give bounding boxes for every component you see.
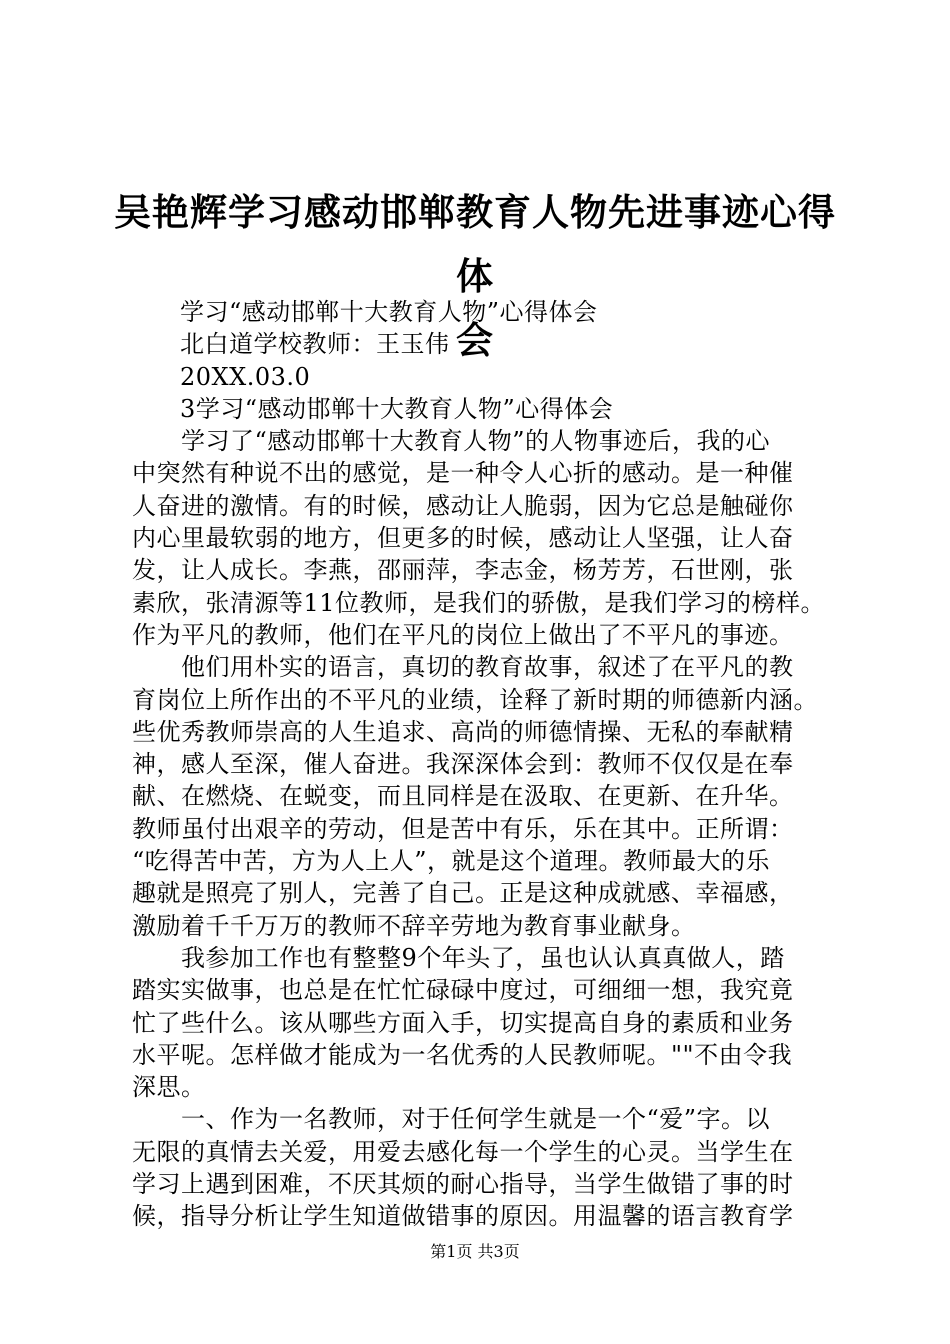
author-line: 北白道学校教师：王玉伟 <box>180 330 450 359</box>
page-footer: 第1页 共3页 <box>430 1242 520 1261</box>
text-line: 中突然有种说不出的感觉，是一种令人心折的感动。是一种催 <box>132 459 794 488</box>
text-line: 教师虽付出艰辛的劳动，但是苦中有乐，乐在其中。正所谓： <box>132 814 794 843</box>
date-line: 20XX.03.0 <box>180 362 311 391</box>
subtitle: 学习“感动邯郸十大教育人物”心得体会 <box>180 298 598 326</box>
text-line: 我参加工作也有整整9个年头了，虽也认认真真做人，踏 <box>132 943 785 972</box>
text-line: 学习了“感动邯郸十大教育人物”的人物事迹后，我的心 <box>132 427 771 456</box>
text-line: 深思。 <box>132 1073 206 1102</box>
text-line: 踏实实做事，也总是在忙忙碌碌中度过，可细细一想，我究竟 <box>132 976 794 1005</box>
text-line: 内心里最软弱的地方，但更多的时候，感动让人坚强，让人奋 <box>132 524 794 553</box>
text-line: 趣就是照亮了别人，完善了自己。正是这种成就感、幸福感， <box>132 879 794 908</box>
text-line: 一、作为一名教师，对于任何学生就是一个“爱”字。以 <box>132 1105 771 1134</box>
title-line-1: 吴艳辉学习感动邯郸教育人物先进事迹心得体 <box>114 190 836 298</box>
text-line: 他们用朴实的语言，真切的教育故事，叙述了在平凡的教 <box>132 653 794 682</box>
section-heading: 3学习“感动邯郸十大教育人物”心得体会 <box>180 394 614 423</box>
text-line: 育岗位上所作出的不平凡的业绩，诠释了新时期的师德新内涵。 <box>132 685 818 714</box>
text-line: “吃得苦中苦，方为人上人”，就是这个道理。教师最大的乐 <box>132 847 771 876</box>
text-line: 激励着千千万万的教师不辞辛劳地为教育事业献身。 <box>132 911 696 940</box>
text-line: 学习上遇到困难，不厌其烦的耐心指导，当学生做错了事的时 <box>132 1170 794 1199</box>
paragraph-lines <box>132 425 832 1232</box>
text-line: 神，感人至深，催人奋进。我深深体会到：教师不仅仅是在奉 <box>132 750 794 779</box>
text-line: 素欣，张清源等11位教师，是我们的骄傲，是我们学习的榜样。 <box>132 588 826 617</box>
text-line: 人奋进的激情。有的时候，感动让人脆弱，因为它总是触碰你 <box>132 491 794 520</box>
text-line: 作为平凡的教师，他们在平凡的岗位上做出了不平凡的事迹。 <box>132 620 794 649</box>
text-line: 些优秀教师崇高的人生追求、高尚的师德情操、无私的奉献精 <box>132 717 794 746</box>
text-line: 献、在燃烧、在蜕变，而且同样是在汲取、在更新、在升华。 <box>132 782 794 811</box>
text-line: 水平呢。怎样做才能成为一名优秀的人民教师呢。""不由令我 <box>132 1040 793 1069</box>
text-line: 忙了些什么。该从哪些方面入手，切实提高自身的素质和业务 <box>132 1008 794 1037</box>
title-line-2: 会 <box>456 318 494 362</box>
document-body <box>132 296 832 1233</box>
text-line: 候，指导分析让学生知道做错事的原因。用温馨的语言教育学 <box>132 1202 794 1231</box>
text-line: 无限的真情去关爱，用爱去感化每一个学生的心灵。当学生在 <box>132 1137 794 1166</box>
text-line: 发，让人成长。李燕，邵丽萍，李志金，杨芳芳，石世刚，张 <box>132 556 794 585</box>
